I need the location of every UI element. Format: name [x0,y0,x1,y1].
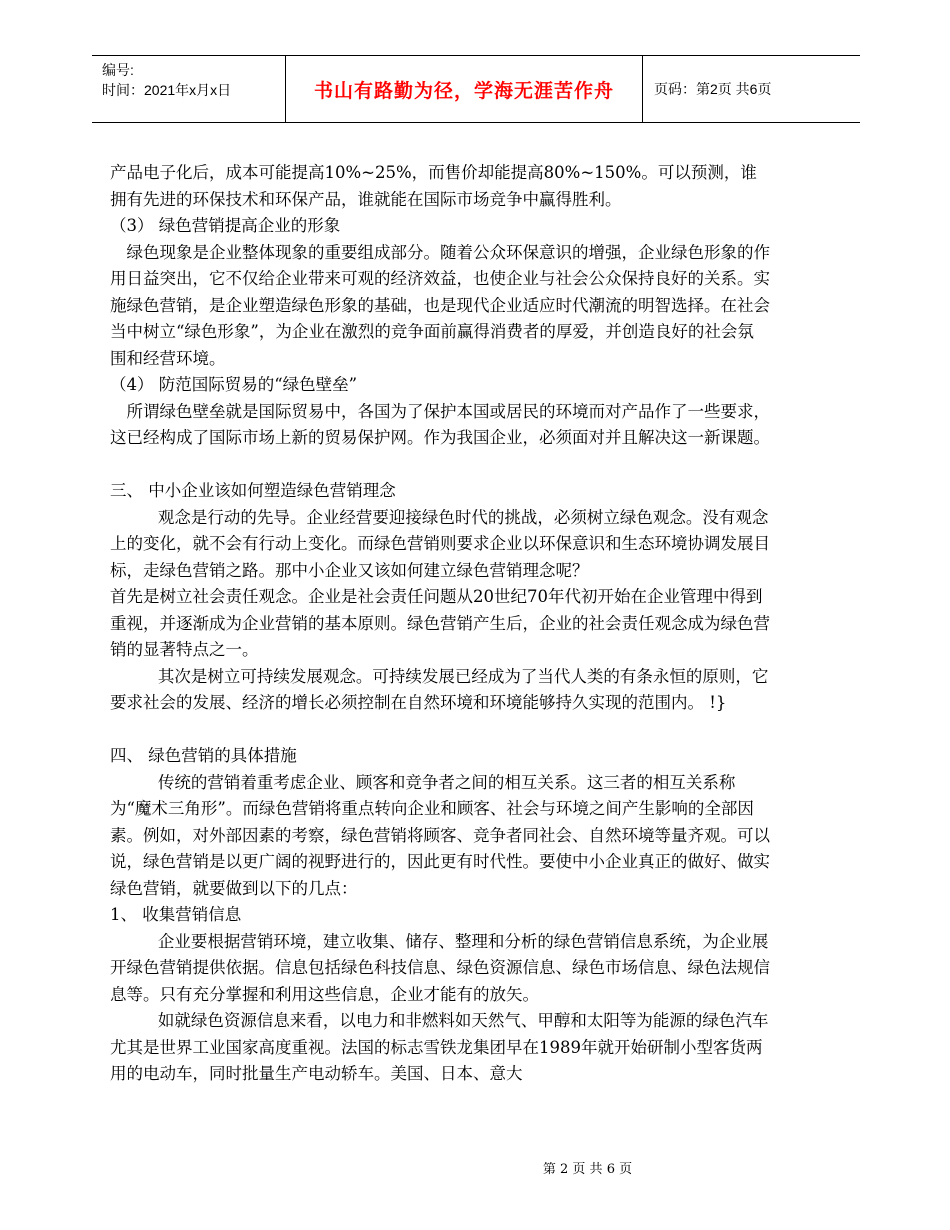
paragraph: 四、 绿色营销的具体措施 [110,746,297,765]
header-meta [92,56,285,122]
paragraph: （4） 防范国际贸易的“绿色壁垒” [110,375,358,394]
page-footer [0,1158,950,1177]
paragraph: 传统的营销着重考虑企业、顾客和竞争者之间的相互关系。这三者的相互关系称为“魔术三角形”。而绿色营销将重点转向企业和顾客、社会与环境之间产生影响的全部因素。例如，对外部因素的考察，绿色营销将顾客、竞争者同社会、自然环境等量齐观。可以说，绿色营销是以更广阔的视野进行的，因此更有时代性。要使中小企业真正的做好、做实绿色营销，就要做到以下的几点： [110,772,770,898]
blank-line [110,717,770,744]
document-number-label: 编号: [102,62,134,78]
paragraph: 企业要根据营销环境，建立收集、储存、整理和分析的绿色营销信息系统，为企业展开绿色营销提供依据。信息包括绿色科技信息、绿色资源信息、绿色市场信息、绿色法规信息等。只有充分掌握和利用这些信息，企业才能有的放矢。 [110,931,770,1004]
header-motto: 书山有路勤为径，学海无涯苦作舟 [285,56,643,122]
paragraph: 绿色现象是企业整体现象的重要组成部分。随着公众环保意识的增强，企业绿色形象的作用日益突出，它不仅给企业带来可观的经济效益，也使企业与社会公众保持良好的关系。实施绿色营销，是企业塑造绿色形象的基础，也是现代企业适应时代潮流的明智选择。在社会当中树立“绿色形象”，为企业在激烈的竞争面前赢得消费者的厚爱，并创造良好的社会氛围和经营环境。 [110,242,770,368]
paragraph: 如就绿色资源信息来看，以电力和非燃料如天然气、甲醇和太阳等为能源的绿色汽车尤其是世界工业国家高度重视。法国的标志雪铁龙集团早在1989年就开始研制小型客货两用的电动车，同时批量生产电动轿车。美国、日本、意大 [110,1011,769,1083]
paragraph: 1、 收集营销信息 [110,905,242,924]
paragraph: 观念是行动的先导。企业经营要迎接绿色时代的挑战，必须树立绿色观念。没有观念上的变化，就不会有行动上变化。而绿色营销则要求企业以环保意识和生态环境协调发展目标，走绿色营销之路。那中小企业又该如何建立绿色营销理念呢？ [110,507,770,580]
document-time-label: 时间：2021年x月x日 [102,82,232,98]
paragraph: 首先是树立社会责任观念。企业是社会责任问题从20世纪70年代初开始在企业管理中得到重视，并逐渐成为企业营销的基本原则。绿色营销产生后，企业的社会责任观念成为绿色营销的显著特点之一。 [110,587,770,659]
blank-line [110,452,770,479]
paragraph: 所谓绿色壁垒就是国际贸易中，各国为了保护本国或居民的环境而对产品作了一些要求，这已经构成了国际市场上新的贸易保护网。作为我国企业，必须面对并且解决这一新课题。 [110,401,770,447]
paragraph: 产品电子化后，成本可能提高10%~25%，而售价却能提高80%~150%。可以预测，谁拥有先进的环保技术和环保产品，谁就能在国际市场竞争中赢得胜利。 [110,163,757,209]
paragraph: （3） 绿色营销提高企业的形象 [110,216,341,235]
page-header [92,55,860,123]
header-page-info: 页码：第2页 共6页 [654,81,772,97]
footer-page-number: 第 2 页 共 6 页 [542,1162,633,1177]
document-body [110,160,770,1088]
paragraph: 其次是树立可持续发展观念。可持续发展已经成为了当代人类的有条永恒的原则，它要求社会的发展、经济的增长必须控制在自然环境和环境能够持久实现的范围内。 !} [110,666,769,712]
paragraph: 三、 中小企业该如何塑造绿色营销理念 [110,481,396,500]
